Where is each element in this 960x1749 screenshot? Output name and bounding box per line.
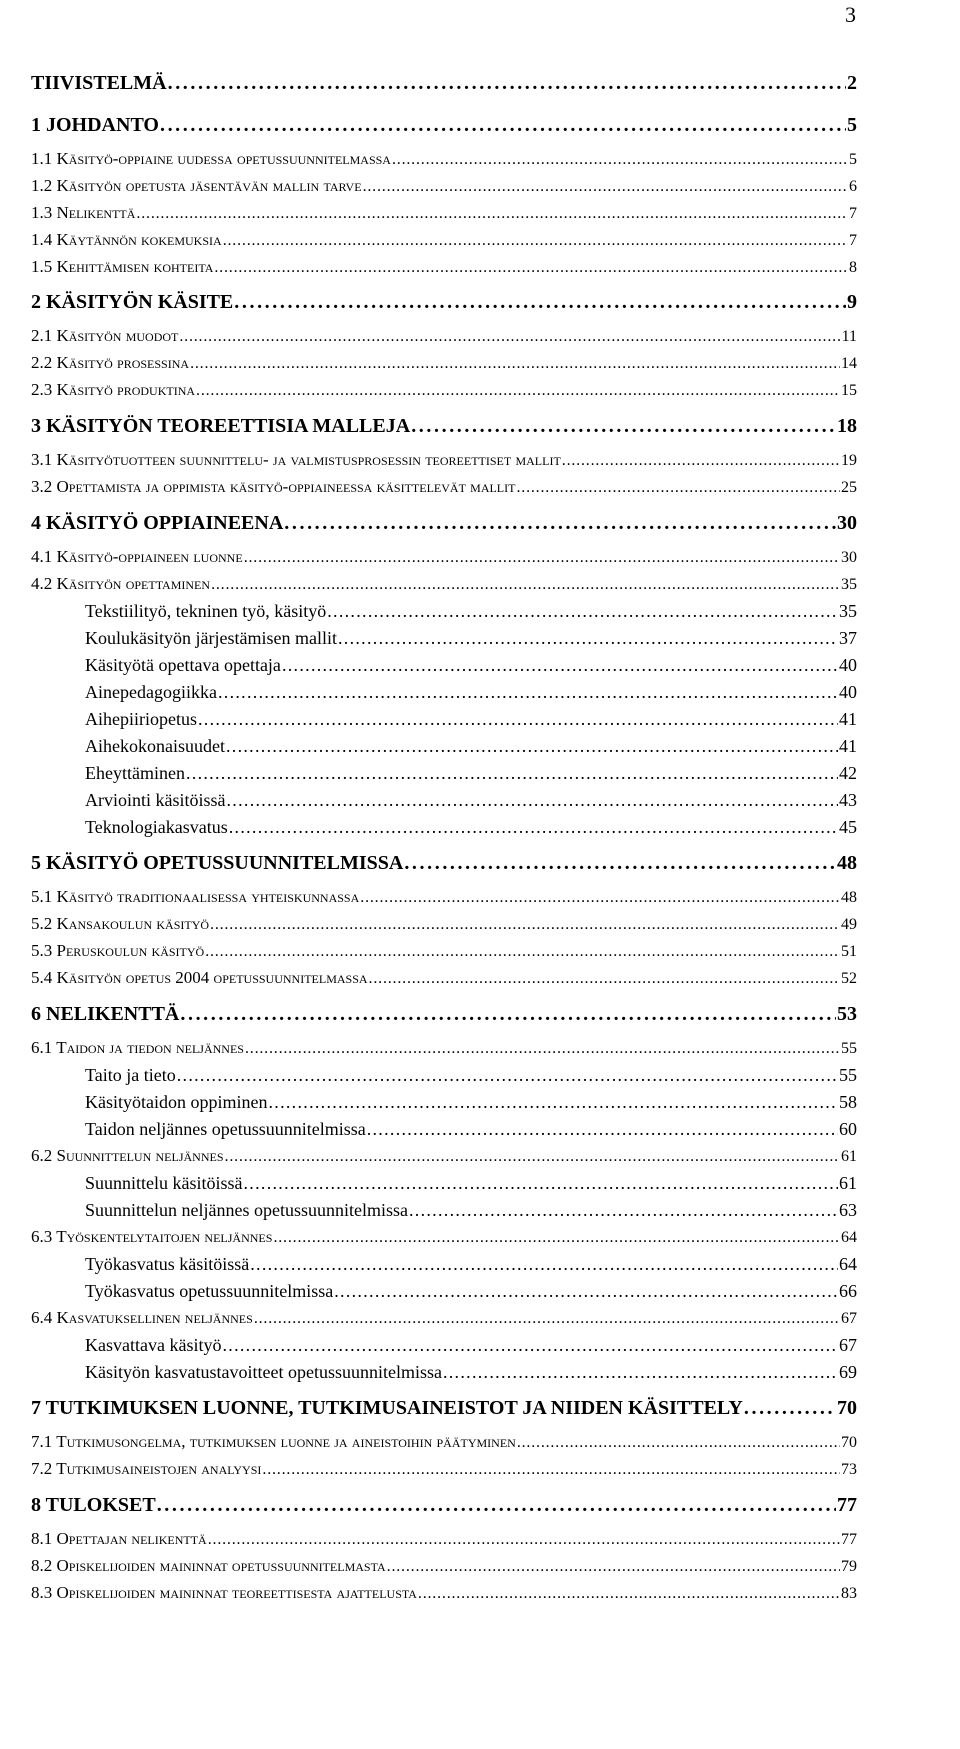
- toc-entry-page-number: 77: [841, 1531, 857, 1548]
- toc-entry-title: Arviointi käsitöissä: [85, 790, 226, 810]
- toc-entry[interactable]: [85, 1282, 857, 1300]
- dot-leader: [411, 416, 836, 436]
- toc-entry-title: 3.2 Opettamista ja oppimista käsityö-oppiaineessa käsittelevät mallit: [31, 477, 516, 496]
- toc-entry[interactable]: [85, 710, 857, 728]
- toc-entry-title: Teknologiakasvatus: [85, 817, 228, 837]
- toc-entry-title: Aihepiiriopetus: [85, 709, 197, 729]
- toc-entry-title: 4.1 Käsityö-oppiaineen luonne: [31, 547, 243, 566]
- toc-entry-page-number: 49: [841, 916, 857, 933]
- toc-entry-title: 7.2 Tutkimusaineistojen analyysi: [31, 1459, 262, 1478]
- toc-entry-title: Käsityötaidon oppiminen: [85, 1092, 268, 1112]
- toc-entry-title: 6.2 Suunnittelun neljännes: [31, 1146, 224, 1165]
- toc-entry-page-number: 40: [839, 655, 857, 675]
- toc-entry[interactable]: [31, 292, 857, 312]
- toc-entry[interactable]: [31, 204, 857, 222]
- toc-entry-page-number: 37: [839, 628, 857, 648]
- dot-leader: [392, 152, 848, 168]
- toc-entry-title: Taito ja tieto: [85, 1065, 176, 1085]
- toc-entry[interactable]: [31, 416, 857, 436]
- dot-leader: [404, 853, 836, 873]
- toc-entry-title: 1 JOHDANTO: [31, 114, 159, 136]
- toc-entry-title: 8 TULOKSET: [31, 1494, 156, 1516]
- toc-entry-title: 8.1 Opettajan nelikenttä: [31, 1529, 207, 1548]
- toc-entry-title: 5.2 Kansakoulun käsityö: [31, 914, 210, 933]
- toc-entry[interactable]: [85, 764, 857, 782]
- toc-entry[interactable]: [31, 451, 857, 469]
- toc-entry-page-number: 41: [839, 736, 857, 756]
- dot-leader: [196, 383, 840, 399]
- toc-entry[interactable]: [31, 327, 857, 345]
- toc-entry-page-number: 61: [839, 1173, 857, 1193]
- toc-entry-title: 8.3 Opiskelijoiden maininnat teoreettisesta ajattelusta: [31, 1583, 417, 1602]
- toc-entry-title: 6.3 Työskentelytaitojen neljännes: [31, 1227, 273, 1246]
- dot-leader: [245, 1041, 840, 1057]
- toc-entry[interactable]: [31, 478, 857, 496]
- dot-leader: [387, 1559, 840, 1575]
- toc-entry-page-number: 70: [837, 1397, 857, 1419]
- dot-leader: [409, 1201, 838, 1219]
- toc-entry-page-number: 8: [849, 259, 857, 276]
- dot-leader: [369, 971, 840, 987]
- toc-entry-title: 6.4 Kasvatuksellinen neljännes: [31, 1308, 253, 1327]
- toc-entry-title: 1.4 Käytännön kokemuksia: [31, 230, 222, 249]
- dot-leader: [363, 179, 848, 195]
- toc-entry-page-number: 18: [837, 415, 857, 437]
- toc-entry-page-number: 63: [839, 1200, 857, 1220]
- dot-leader: [226, 737, 838, 755]
- toc-entry-title: 2.1 Käsityön muodot: [31, 326, 179, 345]
- toc-entry[interactable]: [85, 791, 857, 809]
- toc-entry[interactable]: [85, 1336, 857, 1354]
- toc-entry[interactable]: [85, 818, 857, 836]
- toc-entry-title: 6.1 Taidon ja tiedon neljännes: [31, 1038, 244, 1057]
- toc-entry[interactable]: [85, 737, 857, 755]
- dot-leader: [516, 480, 840, 496]
- dot-leader: [227, 791, 839, 809]
- dot-leader: [254, 1311, 840, 1327]
- toc-entry-page-number: 25: [841, 479, 857, 496]
- dot-leader: [157, 1495, 836, 1515]
- toc-entry[interactable]: [31, 381, 857, 399]
- toc-entry[interactable]: [85, 656, 857, 674]
- toc-entry-page-number: 70: [841, 1434, 857, 1451]
- dot-leader: [234, 292, 846, 312]
- toc-entry-page-number: 69: [839, 1362, 857, 1382]
- toc-entry-page-number: 48: [837, 852, 857, 874]
- toc-entry-page-number: 30: [841, 549, 857, 566]
- toc-entry-page-number: 83: [841, 1585, 857, 1602]
- toc-entry-page-number: 15: [841, 382, 857, 399]
- toc-entry[interactable]: [31, 1495, 857, 1515]
- toc-entry-title: Koulukäsityön järjestämisen mallit: [85, 628, 337, 648]
- dot-leader: [205, 944, 840, 960]
- toc-entry-title: Työkasvatus käsitöissä: [85, 1254, 250, 1274]
- dot-leader: [273, 1230, 840, 1246]
- toc-entry[interactable]: [31, 969, 857, 987]
- toc-entry[interactable]: [85, 683, 857, 701]
- toc-entry-page-number: 45: [839, 817, 857, 837]
- dot-leader: [517, 1435, 840, 1451]
- toc-entry-title: 5.4 Käsityön opetus 2004 opetussuunnitelmassa: [31, 968, 368, 987]
- toc-entry[interactable]: [31, 177, 857, 195]
- toc-entry-title: Suunnittelun neljännes opetussuunnitelmissa: [85, 1200, 408, 1220]
- toc-entry[interactable]: [31, 1557, 857, 1575]
- toc-entry[interactable]: [31, 1433, 857, 1451]
- toc-entry-title: Taidon neljännes opetussuunnitelmissa: [85, 1119, 366, 1139]
- toc-entry-title: 1.5 Kehittämisen kohteita: [31, 257, 214, 276]
- toc-entry-title: Käsityötä opettava opettaja: [85, 655, 281, 675]
- toc-entry-page-number: 67: [839, 1335, 857, 1355]
- toc-entry[interactable]: [31, 258, 857, 276]
- toc-entry-title: Eheyttäminen: [85, 763, 185, 783]
- toc-entry[interactable]: [85, 602, 857, 620]
- toc-entry-title: 7 TUTKIMUKSEN LUONNE, TUTKIMUSAINEISTOT JA NIIDEN KÄSITTELY: [31, 1397, 743, 1419]
- toc-entry-title: 7.1 Tutkimusongelma, tutkimuksen luonne ja aineistoihin päätyminen: [31, 1432, 516, 1451]
- toc-entry[interactable]: [31, 354, 857, 372]
- dot-leader: [367, 1120, 838, 1138]
- toc-entry-page-number: 6: [849, 178, 857, 195]
- toc-entry-page-number: 11: [841, 328, 857, 345]
- toc-entry-title: Suunnittelu käsitöissä: [85, 1173, 243, 1193]
- toc-entry-page-number: 5: [849, 151, 857, 168]
- toc-entry-page-number: 51: [841, 943, 857, 960]
- dot-leader: [222, 1336, 838, 1354]
- dot-leader: [179, 329, 840, 345]
- toc-entry-title: 2.2 Käsityö prosessina: [31, 353, 190, 372]
- toc-entry[interactable]: [85, 1255, 857, 1273]
- toc-entry[interactable]: [85, 1066, 857, 1084]
- dot-leader: [334, 1282, 838, 1300]
- toc-entry[interactable]: [31, 1530, 857, 1548]
- toc-entry-title: 1.2 Käsityön opetusta jäsentävän mallin tarve: [31, 176, 362, 195]
- toc-entry[interactable]: [31, 231, 857, 249]
- toc-entry[interactable]: [31, 1039, 857, 1057]
- dot-leader: [208, 1532, 840, 1548]
- toc-entry-page-number: 67: [841, 1310, 857, 1327]
- dot-leader: [168, 73, 846, 93]
- toc-entry-page-number: 7: [849, 205, 857, 222]
- toc-entry-page-number: 79: [841, 1558, 857, 1575]
- toc-entry[interactable]: [85, 1201, 857, 1219]
- toc-entry-page-number: 2: [847, 72, 857, 94]
- toc-entry-page-number: 5: [847, 114, 857, 136]
- dot-leader: [214, 260, 848, 276]
- dot-leader: [443, 1363, 838, 1381]
- dot-leader: [186, 764, 838, 782]
- dot-leader: [180, 1004, 836, 1024]
- toc-entry[interactable]: [31, 1584, 857, 1602]
- toc-entry-title: Tekstiilityö, tekninen työ, käsityö: [85, 601, 327, 621]
- toc-entry-page-number: 73: [841, 1461, 857, 1478]
- toc-entry-page-number: 53: [837, 1003, 857, 1025]
- dot-leader: [268, 1093, 838, 1111]
- dot-leader: [284, 513, 836, 533]
- toc-entry-title: 5 KÄSITYÖ OPETUSSUUNNITELMISSA: [31, 852, 404, 874]
- dot-leader: [177, 1066, 838, 1084]
- toc-entry-page-number: 61: [841, 1148, 857, 1165]
- toc-entry-page-number: 64: [841, 1229, 857, 1246]
- toc-entry-title: 6 NELIKENTTÄ: [31, 1003, 180, 1025]
- toc-entry[interactable]: [85, 629, 857, 647]
- toc-entry[interactable]: [85, 1174, 857, 1192]
- toc-entry-page-number: 42: [839, 763, 857, 783]
- toc-entry-page-number: 40: [839, 682, 857, 702]
- toc-entry-page-number: 7: [849, 232, 857, 249]
- toc-entry-title: Aihekokonaisuudet: [85, 736, 225, 756]
- toc-entry-title: Työkasvatus opetussuunnitelmissa: [85, 1281, 334, 1301]
- toc-entry[interactable]: [31, 115, 857, 135]
- dot-leader: [744, 1398, 836, 1418]
- toc-entry[interactable]: [31, 575, 857, 593]
- dot-leader: [190, 356, 840, 372]
- dot-leader: [210, 917, 840, 933]
- toc-entry-page-number: 14: [841, 355, 857, 372]
- toc-entry-page-number: 64: [839, 1254, 857, 1274]
- dot-leader: [360, 890, 840, 906]
- toc-entry[interactable]: [85, 1363, 857, 1381]
- toc-entry-page-number: 19: [841, 452, 857, 469]
- toc-entry-title: Kasvattava käsityö: [85, 1335, 222, 1355]
- dot-leader: [223, 233, 848, 249]
- toc-entry-page-number: 58: [839, 1092, 857, 1112]
- toc-entry-title: 4.2 Käsityön opettaminen: [31, 574, 211, 593]
- toc-entry-title: 1.3 Nelikenttä: [31, 203, 136, 222]
- toc-entry-title: 5.1 Käsityö traditionaalisessa yhteiskunnassa: [31, 887, 360, 906]
- toc-entry-page-number: 55: [839, 1065, 857, 1085]
- dot-leader: [262, 1462, 840, 1478]
- toc-entry[interactable]: [31, 1460, 857, 1478]
- toc-entry-title: 3 KÄSITYÖN TEOREETTISIA MALLEJA: [31, 415, 411, 437]
- toc-entry-title: 1.1 Käsityö-oppiaine uudessa opetussuunnitelmassa: [31, 149, 391, 168]
- toc-entry-title: 2 KÄSITYÖN KÄSITE: [31, 291, 234, 313]
- dot-leader: [229, 818, 838, 836]
- toc-entry-page-number: 48: [841, 889, 857, 906]
- toc-entry[interactable]: [85, 1093, 857, 1111]
- toc-entry[interactable]: [31, 1147, 857, 1165]
- toc-entry-title: TIIVISTELMÄ: [31, 72, 167, 94]
- dot-leader: [225, 1149, 840, 1165]
- toc-entry-page-number: 41: [839, 709, 857, 729]
- dot-leader: [282, 656, 838, 674]
- toc-entry[interactable]: [31, 1004, 857, 1024]
- dot-leader: [338, 629, 838, 647]
- toc-entry[interactable]: [31, 150, 857, 168]
- toc-entry-page-number: 66: [839, 1281, 857, 1301]
- dot-leader: [418, 1586, 840, 1602]
- toc-entry[interactable]: [31, 942, 857, 960]
- toc-entry-page-number: 77: [837, 1494, 857, 1516]
- toc-entry[interactable]: [31, 853, 857, 873]
- dot-leader: [244, 550, 840, 566]
- toc-entry-title: Käsityön kasvatustavoitteet opetussuunnitelmissa: [85, 1362, 442, 1382]
- toc-entry-page-number: 30: [837, 512, 857, 534]
- dot-leader: [218, 683, 838, 701]
- dot-leader: [562, 453, 840, 469]
- dot-leader: [198, 710, 838, 728]
- toc-entry[interactable]: [85, 1120, 857, 1138]
- toc-entry[interactable]: [31, 915, 857, 933]
- toc-entry-page-number: 55: [841, 1040, 857, 1057]
- dot-leader: [327, 602, 838, 620]
- toc-entry-title: 4 KÄSITYÖ OPPIAINEENA: [31, 512, 284, 534]
- toc-entry[interactable]: [31, 513, 857, 533]
- toc-entry-title: Ainepedagogiikka: [85, 682, 217, 702]
- toc-entry-page-number: 60: [839, 1119, 857, 1139]
- toc-entry[interactable]: [31, 888, 857, 906]
- dot-leader: [250, 1255, 838, 1273]
- toc-entry-page-number: 9: [847, 291, 857, 313]
- toc-entry[interactable]: [31, 1309, 857, 1327]
- toc-entry[interactable]: [31, 548, 857, 566]
- dot-leader: [160, 115, 846, 135]
- toc-entry-page-number: 52: [841, 970, 857, 987]
- toc-entry-title: 8.2 Opiskelijoiden maininnat opetussuunnitelmasta: [31, 1556, 386, 1575]
- toc-entry-title: 2.3 Käsityö produktina: [31, 380, 196, 399]
- toc-entry-title: 5.3 Peruskoulun käsityö: [31, 941, 205, 960]
- toc-entry-page-number: 35: [841, 576, 857, 593]
- toc-entry[interactable]: [31, 1398, 857, 1418]
- toc-entry-page-number: 43: [839, 790, 857, 810]
- toc-entry[interactable]: [31, 73, 857, 93]
- toc-entry-page-number: 35: [839, 601, 857, 621]
- toc-entry-title: 3.1 Käsityötuotteen suunnittelu- ja valmistusprosessin teoreettiset mallit: [31, 450, 561, 469]
- dot-leader: [244, 1174, 839, 1192]
- toc-entry[interactable]: [31, 1228, 857, 1246]
- dot-leader: [136, 206, 848, 222]
- dot-leader: [211, 577, 840, 593]
- page-number: 3: [845, 2, 856, 27]
